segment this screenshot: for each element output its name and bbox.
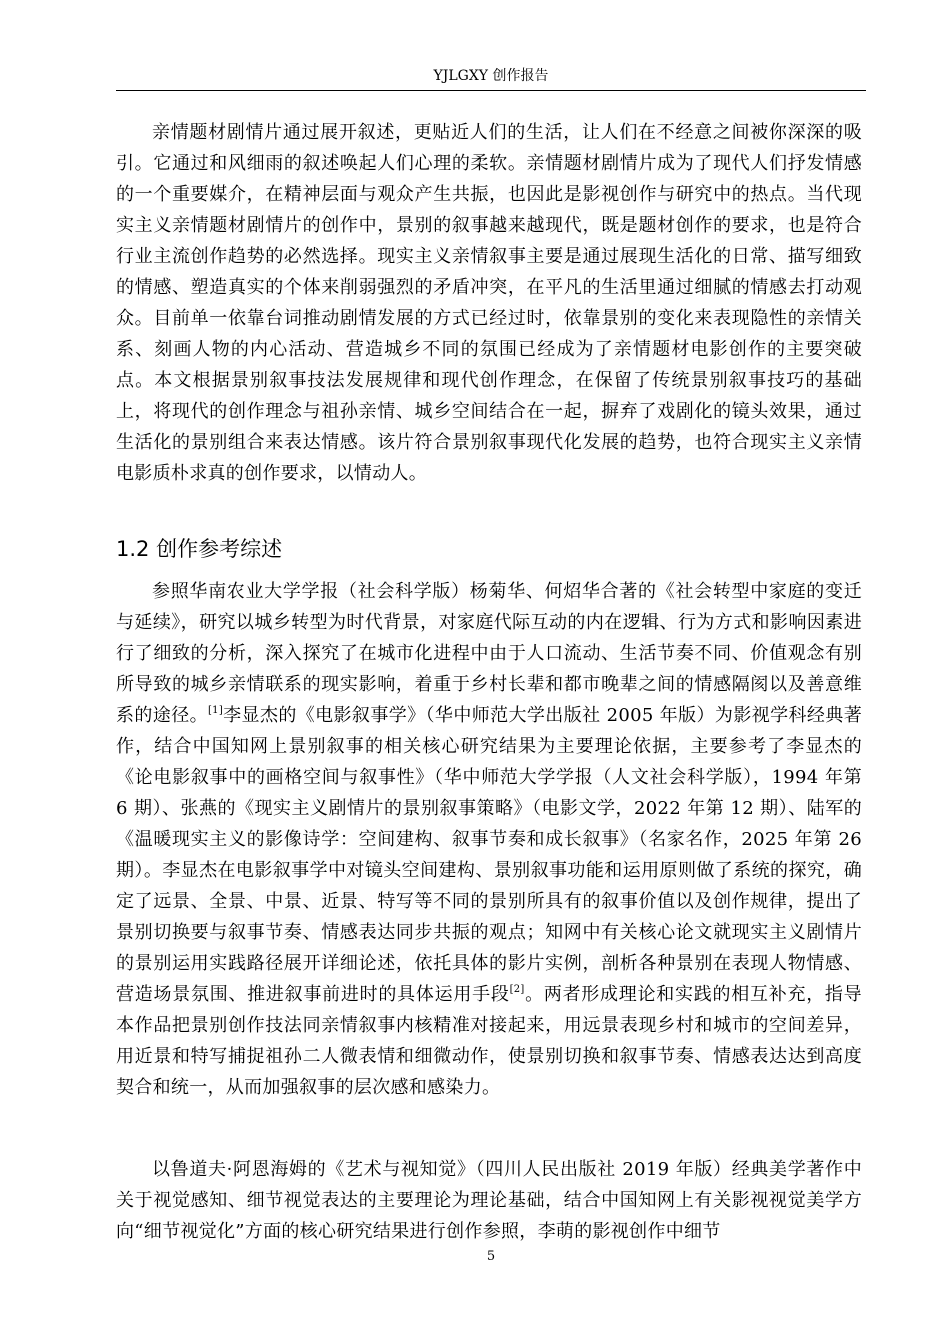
paragraph-text-segment: 李显杰的《电影叙事学》（华中师范大学出版社 2005 年版）为影视学科经典著作，结合中国知网上景别叙事的相关核心研究结果为主要理论依据，主要参考了李显杰的《论电影叙事中的画格空间与叙事性》（华中师范大学学报（人文社会科学版），1994 年第 6 期）、张燕的《现实主义剧情片的景别叙事策略》（电影文学，2022 年第 12 期）、陆军的《温暖现实主义的影像诗学：空间建构、叙事节奏和成长叙事》（名家名作，2025 年第 26 期）。李显杰在电影叙事学中对镜头空间建构、景别叙事功能和运用原则做了系统的探究，确定了远景、全景、中景、近景、特写等不同的景别所具有的叙事价值以及创作规律，提出了景别切换要与叙事节奏、情感表达同步共振的观点；知网中有关核心论文就现实主义剧情片的景别运用实践路径展开详细论述，依托具体的影片实例，剖析各种景别在表现人物情感、营造场景氛围、推进叙事前进时的具体运用手段 (116, 705, 862, 1005)
paragraph-text-segment: 。两者形成理论和实践的相互补充，指导本作品把景别创作技法同亲情叙事内核精准对接起来，用远景表现乡村和城市的空间差异，用近景和特写捕捉祖孙二人微表情和细微动作，使景别切换和叙事节奏、情感表达达到高度契合和统一，从而加强叙事的层次感和感染力。 (116, 984, 862, 1098)
citation-ref-2: [2] (509, 984, 525, 995)
paragraph-references (116, 576, 862, 1103)
paragraph-intro: 亲情题材剧情片通过展开叙述，更贴近人们的生活，让人们在不经意之间被你深深的吸引。它通过和风细雨的叙述唤起人们心理的柔软。亲情题材剧情片成为了现代人们抒发情感的一个重要媒介，在精神层面与观众产生共振，也因此是影视创作与研究中的热点。当代现实主义亲情题材剧情片的创作中，景别的叙事越来越现代，既是题材创作的要求，也是符合行业主流创作趋势的必然选择。现实主义亲情叙事主要是通过展现生活化的日常、描写细致的情感、塑造真实的个体来削弱强烈的矛盾冲突，在平凡的生活里通过细腻的情感去打动观众。目前单一依靠台词推动剧情发展的方式已经过时，依靠景别的变化来表现隐性的亲情关系、刻画人物的内心活动、营造城乡不同的氛围已经成为了亲情题材电影创作的主要突破点。本文根据景别叙事技法发展规律和现代创作理念，在保留了传统景别叙事技巧的基础上，将现代的创作理念与祖孙亲情、城乡空间结合在一起，摒弃了戏剧化的镜头效果，通过生活化的景别组合来表达情感。该片符合景别叙事现代化发展的趋势，也符合现实主义亲情电影质朴求真的创作要求，以情动人。 (116, 122, 862, 484)
citation-ref-1: [1] (207, 705, 224, 716)
section-heading: 1.2 创作参考综述 (116, 537, 283, 561)
paragraph-text-segment: 参照华南农业大学学报（社会科学版）杨菊华、何炤华合著的《社会转型中家庭的变迁与延续》，研究以城乡转型为时代背景，对家庭代际互动的内在逻辑、行为方式和影响因素进行了细致的分析，深入探究了在城市化进程中由于人口流动、生活节奏不同、价值观念有别所导致的城乡亲情联系的现实影响，着重于乡村长辈和都市晚辈之间的情感隔阂以及善意维系的途径。 (116, 581, 862, 726)
page-header: YJLGXY 创作报告 (433, 68, 549, 84)
page-number: 5 (486, 1249, 496, 1264)
header-divider (116, 90, 866, 91)
paragraph-visual-theory: 以鲁道夫·阿恩海姆的《艺术与视知觉》（四川人民出版社 2019 年版）经典美学著作中关于视觉感知、细节视觉表达的主要理论为理论基础，结合中国知网上有关影视视觉美学方向“细节视觉化”方面的核心研究结果进行创作参照，李萌的影视创作中细节 (116, 1159, 862, 1242)
